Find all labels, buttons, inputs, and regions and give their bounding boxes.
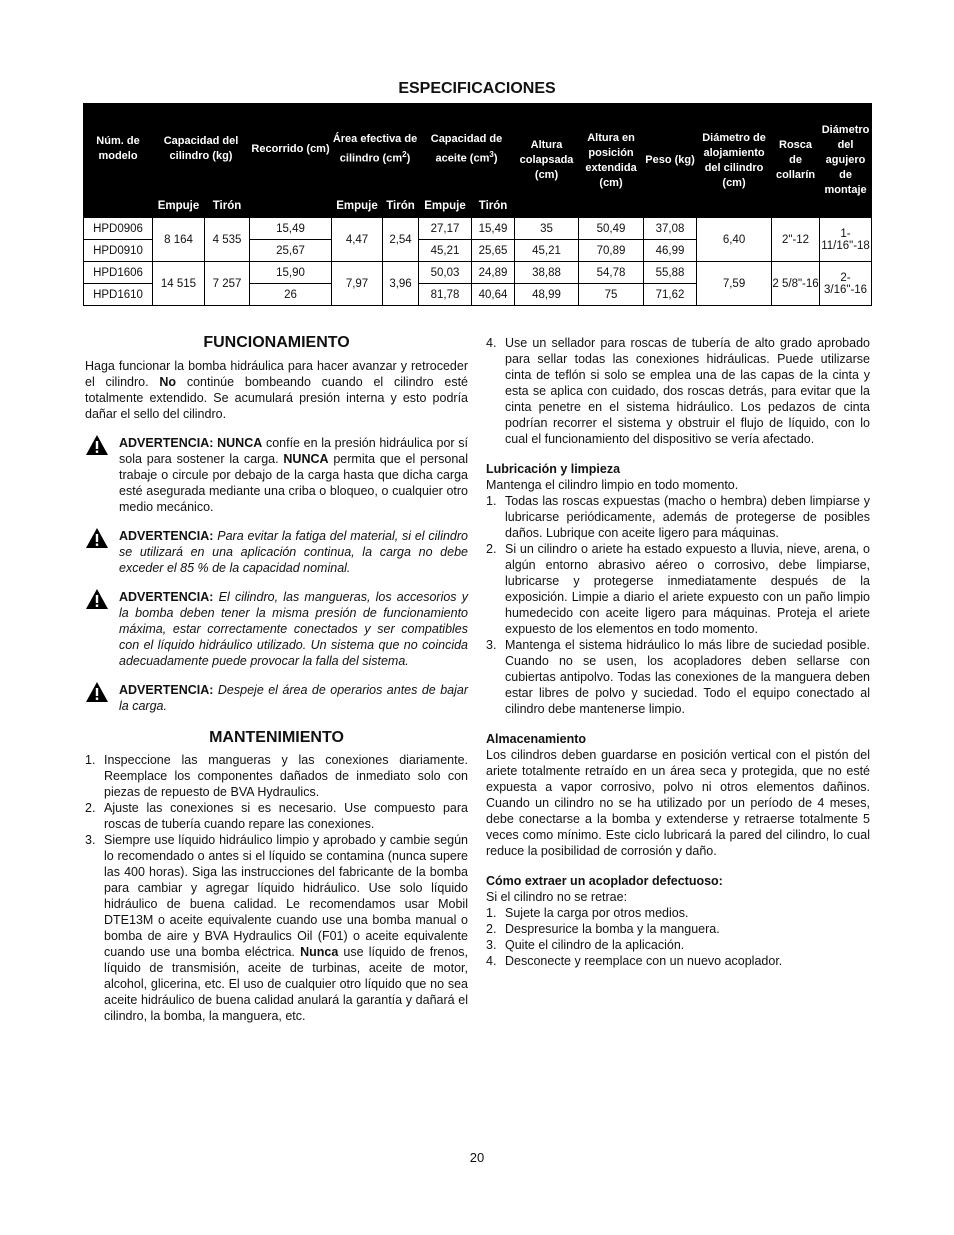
cell-housing: 6,40: [697, 218, 772, 262]
warning-text: ADVERTENCIA: El cilindro, las mangueras, los accesorios y la bomba deben tener la misma presión de funcionamiento máxima, estar correctamente conectados y ser compatibles con el líquido hidráulico utilizado. Un sistema que no coincida adecuadamente puede provocar la falla del sistema.: [119, 590, 468, 668]
cell-area-pull: 2,54: [383, 218, 419, 262]
warning-text: ADVERTENCIA: Despeje el área de operarios antes de bajar la carga.: [119, 683, 468, 713]
cell-capacity-push: 14 515: [153, 262, 205, 306]
list-item: 3. Quite el cilindro de la aplicación.: [486, 938, 685, 952]
header-collar: Rosca de collarín: [772, 104, 820, 218]
cell-oil-push: 27,17: [419, 218, 472, 240]
cell-collapsed: 48,99: [515, 284, 579, 306]
cell-capacity-pull: 4 535: [205, 218, 250, 262]
cell-oil-push: 50,03: [419, 262, 472, 284]
header-blank: [84, 195, 153, 218]
list-item: 2. Despresurice la bomba y la manguera.: [486, 922, 720, 936]
cell-oil-pull: 24,89: [472, 262, 515, 284]
cell-oil-pull: 40,64: [472, 284, 515, 306]
sub-area-pull: Tirón: [383, 195, 419, 218]
header-stroke: Recorrido (cm): [250, 104, 332, 195]
cell-mount: 1-11/16"-18: [820, 218, 872, 262]
list-item: 2. Ajuste las conexiones si es necesario. Use compuesto para roscas de tubería cuando repare las conexiones.: [85, 801, 468, 831]
acoplador-title: Cómo extraer un acoplador defectuoso:: [486, 874, 723, 888]
cell-model: HPD0906: [84, 218, 153, 240]
cell-collapsed: 38,88: [515, 262, 579, 284]
table-row: [84, 218, 872, 240]
cell-oil-push: 81,78: [419, 284, 472, 306]
warning-text: ADVERTENCIA: Para evitar la fatiga del material, si el cilindro se utilizará en una aplicación continua, la carga no debe exceder el 85 % de la capacidad nominal.: [119, 529, 468, 575]
header-collapsed: Altura colapsada (cm): [515, 104, 579, 218]
cell-oil-push: 45,21: [419, 240, 472, 262]
cell-housing: 7,59: [697, 262, 772, 306]
funcionamiento-title: FUNCIONAMIENTO: [203, 334, 350, 351]
list-item: 3. Mantenga el sistema hidráulico lo más libre de suciedad posible. Cuando no se usen, los acopladores deben sellarse con cubiertas antipolvo. Todas las conexiones de la manguera deben estar libres de polvo y suciedad. Todo el equipo conectado al cilindro debe mantenerse limpio.: [486, 638, 870, 716]
cell-weight: 37,08: [644, 218, 697, 240]
header-mount: Diámetro del agujero de montaje: [820, 104, 872, 218]
header-oil: Capacidad de aceite $(cm^3)$: [419, 104, 515, 195]
cell-collapsed: 45,21: [515, 240, 579, 262]
sub-oil-pull: Tirón: [472, 195, 515, 218]
sub-capacity-pull: Tirón: [205, 195, 250, 218]
cell-capacity-pull: 7 257: [205, 262, 250, 306]
cell-extended: 50,49: [579, 218, 644, 240]
cell-oil-pull: 15,49: [472, 218, 515, 240]
sub-oil-push: Empuje: [419, 195, 472, 218]
cell-weight: 55,88: [644, 262, 697, 284]
lubricacion-intro: Mantenga el cilindro limpio en todo momento.: [486, 478, 739, 492]
cell-area-push: 7,97: [332, 262, 383, 306]
warning-triangle-icon: [85, 681, 109, 703]
cell-stroke: 26: [250, 284, 332, 306]
cell-model: HPD1610: [84, 284, 153, 306]
almacenamiento-title: Almacenamiento: [486, 732, 587, 746]
lubricacion-list: [486, 493, 870, 717]
sub-area-push: Empuje: [332, 195, 383, 218]
list-item: 4. Desconecte y reemplace con un nuevo acoplador.: [486, 954, 783, 968]
funcionamiento-paragraph: Haga funcionar la bomba hidráulica para hacer avanzar y retroceder el cilindro. No continúe bombeando cuando el cilindro esté totalmente extendido. Se acumulará presión interna y esto podría dañar el sello del cilindro.: [85, 359, 468, 421]
warning-block: [85, 682, 468, 714]
cell-mount: 2-3/16"-16: [820, 262, 872, 306]
table-row: [84, 262, 872, 284]
cell-extended: 70,89: [579, 240, 644, 262]
mantenimiento-title: MANTENIMIENTO: [209, 729, 344, 746]
cell-weight: 71,62: [644, 284, 697, 306]
header-model: Núm. de modelo: [84, 104, 153, 195]
cell-extended: 54,78: [579, 262, 644, 284]
header-housing: Diámetro de alojamiento del cilindro (cm): [697, 104, 772, 218]
header-capacity: Capacidad del cilindro (kg): [153, 104, 250, 195]
acoplador-list: [486, 905, 870, 969]
list-item: 3. Siempre use líquido hidráulico limpio y aprobado y cambie según lo recomendado o antes si el líquido se contamina (nunca supere las 400 horas). Siga las instrucciones del fabricante de la bomba para cambiar y agregar líquido hidráulico. Use solo líquido hidráulico de buena calidad. Le recomendamos usar Mobil DTE13M o aceite equivalente cuando use una bomba manual o bomba de aire y BVA Hydraulics Oil (F01) o aceite equivalente cuando use una bomba eléctrica. Nunca use líquido de frenos, líquido de transmisión, aceite de turbinas, aceite de motor, alcohol, glicerina, etc. El uso de cualquier otro líquido que no sea aceite hidráulico de buena calidad anulará la garantía y dañará el cilindro, la bomba, la manguera, etc.: [85, 833, 469, 1023]
specifications-table: [83, 103, 872, 306]
lubricacion-title: Lubricación y limpieza: [486, 462, 621, 476]
cell-model: HPD1606: [84, 262, 153, 284]
cell-collapsed: 35: [515, 218, 579, 240]
warning-triangle-icon: [85, 527, 109, 549]
cell-area-push: 4,47: [332, 218, 383, 262]
header-blank: [250, 195, 332, 218]
list-item: 2. Si un cilindro o ariete ha estado expuesto a lluvia, nieve, arena, o algún entorno abrasivo aéreo o corrosivo, debe limpiarse, lubricarse y protegerse inmediatamente después de la exposición. Limpie a diario el ariete expuesto con un paño limpio humedecido con aceite ligero para máquinas. Proteja el ariete expuesto de los elementos en todo momento.: [486, 542, 870, 636]
mantenimiento-list: [85, 752, 468, 1024]
mantenimiento-list-continued: [486, 335, 870, 447]
right-column: [486, 335, 870, 969]
header-area: Área efectiva de cilindro $(cm^2)$: [332, 104, 419, 195]
specifications-title: ESPECIFICACIONES: [398, 80, 556, 97]
cell-stroke: 25,67: [250, 240, 332, 262]
cell-capacity-push: 8 164: [153, 218, 205, 262]
cell-oil-pull: 25,65: [472, 240, 515, 262]
warning-block: [85, 589, 468, 669]
header-weight: Peso (kg): [644, 104, 697, 218]
cell-stroke: 15,90: [250, 262, 332, 284]
acoplador-intro: Si el cilindro no se retrae:: [486, 890, 628, 904]
cell-model: HPD0910: [84, 240, 153, 262]
warning-block: [85, 435, 468, 515]
cell-area-pull: 3,96: [383, 262, 419, 306]
left-column: [85, 335, 468, 1024]
almacenamiento-text: Los cilindros deben guardarse en posición vertical con el pistón del ariete totalmente retraído en un área seca y protegida, que no esté expuesta a vapor corrosivo, polvo ni otros elementos dañinos. Cuando un cilindro no se ha utilizado por un período de 4 meses, debe conectarse a la bomba y extenderse y retraerse totalmente 5 veces como mínimo. Este ciclo lubricará la pared del cilindro, lo cual reduce la posibilidad de corrosión y daño.: [486, 748, 870, 858]
warning-text: ADVERTENCIA: NUNCA confíe en la presión hidráulica por sí sola para sostener la carga. NUNCA permita que el personal trabaje o circule por debajo de la carga hasta que dicha carga esté asegurada mediante una criba o bloqueo, o cualquier otro medio mecánico.: [119, 436, 468, 514]
cell-stroke: 15,49: [250, 218, 332, 240]
cell-weight: 46,99: [644, 240, 697, 262]
warning-block: [85, 528, 468, 576]
cell-extended: 75: [579, 284, 644, 306]
header-extended: Altura en posición extendida (cm): [579, 104, 644, 218]
warning-triangle-icon: [85, 434, 109, 456]
list-item: 1. Todas las roscas expuestas (macho o hembra) deben limpiarse y lubricarse periódicamente, además de protegerse de posibles daños. Lubrique con aceite ligero para máquinas.: [486, 494, 870, 540]
warning-triangle-icon: [85, 588, 109, 610]
cell-collar: 2 5/8"-16: [772, 262, 820, 306]
sub-capacity-push: Empuje: [153, 195, 205, 218]
list-item: 1. Sujete la carga por otros medios.: [486, 906, 689, 920]
list-item: 4. Use un sellador para roscas de tubería de alto grado aprobado para sellar todas las conexiones hidráulicas. Puede utilizarse cinta de teflón si solo se emplea una de las capas de la cinta y esta se aplica con cuidado, dos roscas detrás, para evitar que la cinta penetre en el sistema hidráulico. Los pedazos de cinta podrían recorrer el sistema y obstruir el flujo de líquido, con lo cual el funcionamiento del dispositivo se vería afectado.: [486, 336, 870, 446]
cell-collar: 2"-12: [772, 218, 820, 262]
list-item: 1. Inspeccione las mangueras y las conexiones diariamente. Reemplace los componentes dañados de inmediato solo con piezas de repuesto de BVA Hydraulics.: [85, 753, 468, 799]
page-number: 20: [469, 1150, 485, 1165]
